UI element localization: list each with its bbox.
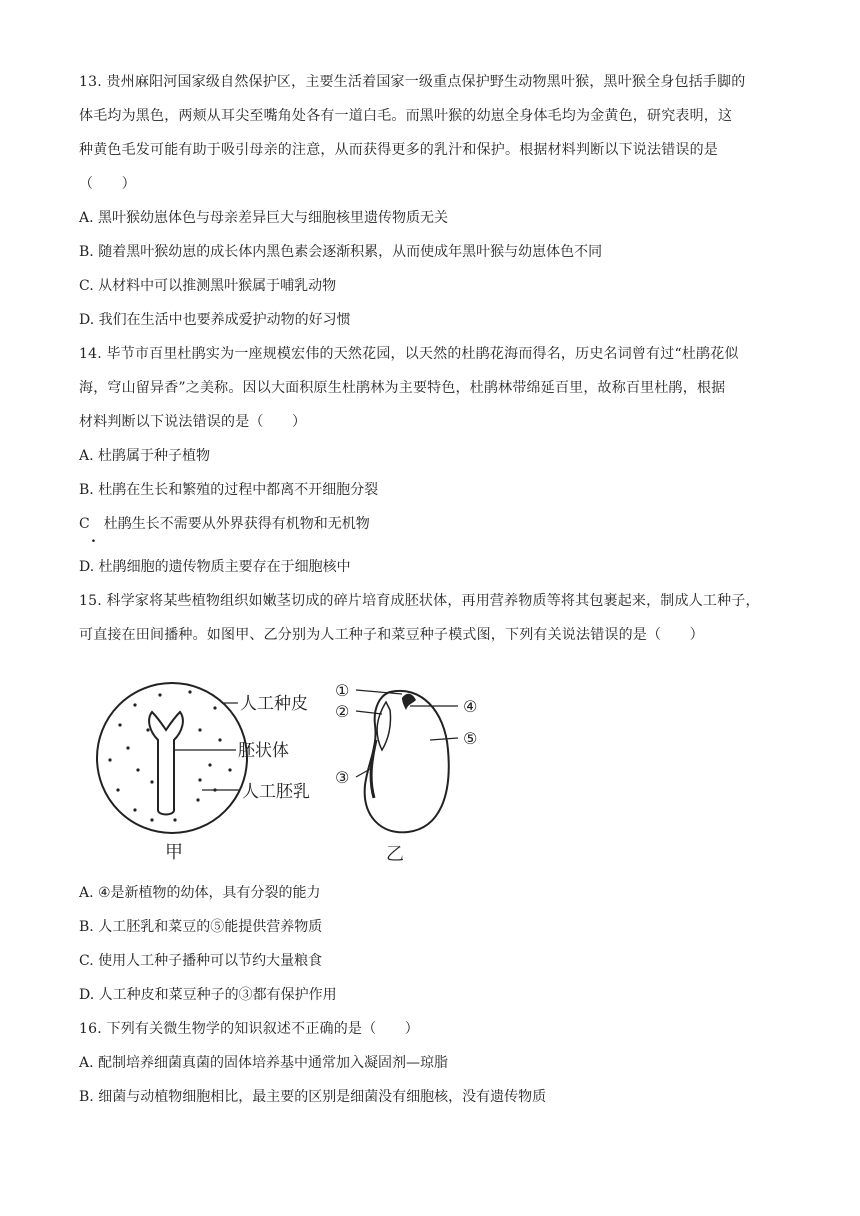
bean-seed-outline bbox=[365, 691, 449, 832]
q14-option-c-dot: . bbox=[91, 530, 96, 546]
q14-option-b: B. 杜鹃在生长和繁殖的过程中都离不开细胞分裂 bbox=[79, 482, 379, 498]
q13-line-4: （ ） bbox=[79, 176, 136, 192]
q16-option-b: B. 细菌与动植物细胞相比，最主要的区别是细菌没有细胞核，没有遗传物质 bbox=[79, 1089, 547, 1105]
q15-line-1: 15. 科学家将某些植物组织如嫩茎切成的碎片培育成胚状体，再用营养物质等将其包裹起来，制成人工种子， bbox=[79, 593, 760, 609]
label-artificial-seed-coat: 人工种皮 bbox=[240, 694, 308, 714]
label-num-5: ⑤ bbox=[463, 729, 478, 748]
bean-seed-figure bbox=[335, 681, 477, 865]
q15-option-d: D. 人工种皮和菜豆种子的③都有保护作用 bbox=[79, 987, 337, 1003]
seed-diagram bbox=[90, 670, 530, 870]
label-num-3: ③ bbox=[335, 768, 350, 787]
label-num-2: ② bbox=[335, 702, 350, 721]
q14-line-2: 海，穹山留异香”之美称。因以大面积原生杜鹃林为主要特色，杜鹃林带绵延百里，故称百里杜鹃，根据 bbox=[79, 380, 726, 396]
q14-option-a: A. 杜鹃属于种子植物 bbox=[79, 448, 211, 464]
caption-yi: 乙 bbox=[386, 844, 404, 865]
q15-option-b: B. 人工胚乳和菜豆的⑤能提供营养物质 bbox=[79, 919, 323, 935]
q13-line-3: 种黄色毛发可能有助于吸引母亲的注意，从而获得更多的乳汁和保护。根据材料判断以下说法错误的是 bbox=[79, 142, 718, 158]
label-artificial-endosperm: 人工胚乳 bbox=[242, 782, 310, 802]
q13-line-2: 体毛均为黑色，两颊从耳尖至嘴角处各有一道白毛。而黑叶猴的幼崽全身体毛均为金黄色，研究表明，这 bbox=[79, 108, 733, 124]
q14-option-c: C 杜鹃生长不需要从外界获得有机物和无机物 bbox=[79, 516, 370, 532]
q16-option-a: A. 配制培养细菌真菌的固体培养基中通常加入凝固剂—琼脂 bbox=[79, 1055, 449, 1071]
q13-option-a: A. 黑叶猴幼崽体色与母亲差异巨大与细胞核里遗传物质无关 bbox=[79, 210, 449, 226]
q13-option-d: D. 我们在生活中也要养成爱护动物的好习惯 bbox=[79, 312, 351, 328]
caption-jia: 甲 bbox=[165, 842, 183, 863]
q13-line-1: 13. 贵州麻阳河国家级自然保护区，主要生活着国家一级重点保护野生动物黑叶猴，黑叶猴全身包括手脚的 bbox=[79, 74, 746, 90]
label-num-4: ④ bbox=[463, 697, 478, 716]
label-num-1: ① bbox=[335, 681, 350, 700]
q13-option-c: C. 从材料中可以推测黑叶猴属于哺乳动物 bbox=[79, 278, 337, 294]
q15-line-2: 可直接在田间播种。如图甲、乙分别为人工种子和菜豆种子模式图，下列有关说法错误的是（ ） bbox=[79, 627, 704, 643]
q14-option-d: D. 杜鹃细胞的遗传物质主要存在于细胞核中 bbox=[79, 559, 351, 575]
q15-option-c: C. 使用人工种子播种可以节约大量粮食 bbox=[79, 953, 323, 969]
q15-option-a: A. ④是新植物的幼体，具有分裂的能力 bbox=[79, 885, 321, 901]
q14-line-3: 材料判断以下说法错误的是（ ） bbox=[79, 414, 307, 430]
q16-line-1: 16. 下列有关微生物学的知识叙述不正确的是（ ） bbox=[79, 1021, 419, 1037]
q13-option-b: B. 随着黑叶猴幼崽的成长体内黑色素会逐渐积累，从而使成年黑叶猴与幼崽体色不同 bbox=[79, 244, 603, 260]
q14-line-1: 14. 毕节市百里杜鹃实为一座规模宏伟的天然花园，以天然的杜鹃花海而得名，历史名词曾有过“杜鹃花似 bbox=[79, 346, 739, 362]
artificial-seed-figure bbox=[97, 683, 310, 863]
label-embryoid: 胚状体 bbox=[238, 741, 289, 761]
